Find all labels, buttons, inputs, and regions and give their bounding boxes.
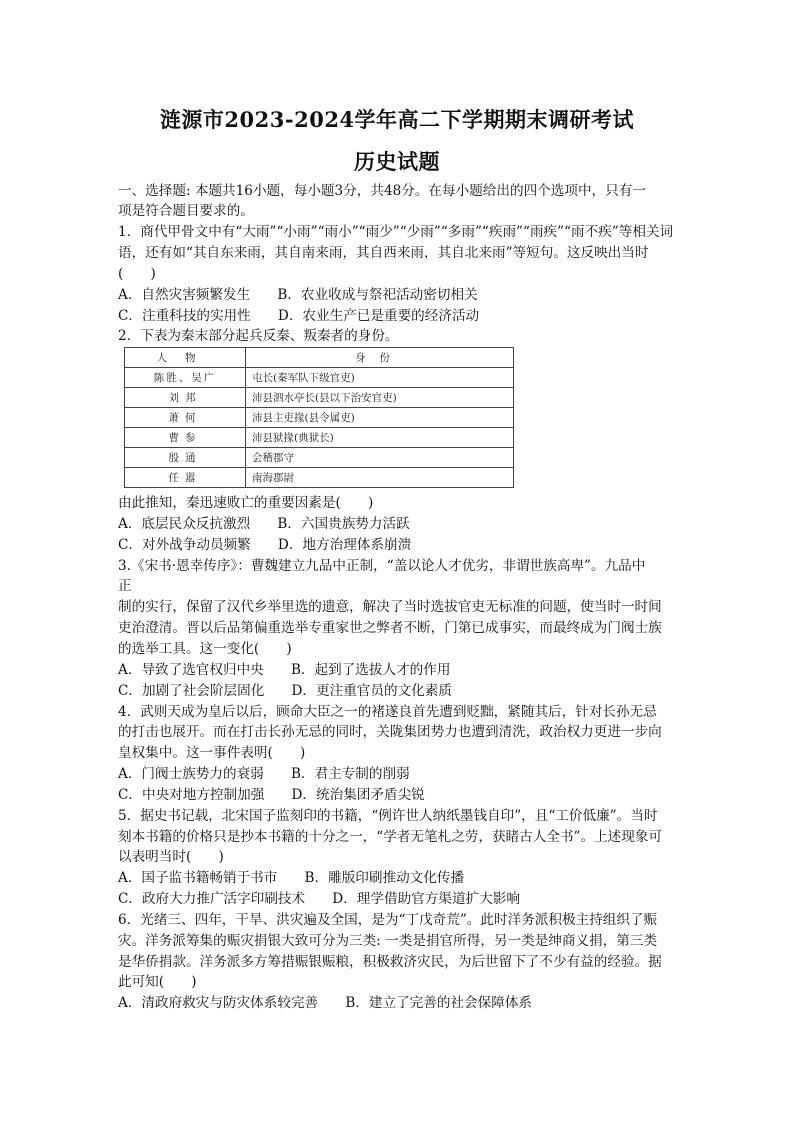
text-line: 的打击也展开。而在打击长孙无忌的同时，关陇集团势力也遭到清洗，政治权力更进一步向 (118, 724, 662, 740)
text-line: 4．武则天成为皇后以后，顾命大臣之一的褚遂良首先遭到贬黜，紧随其后，针对长孙无忌 (118, 704, 657, 720)
table-row (125, 368, 514, 388)
exam-subtitle: 历史试题 (354, 149, 440, 174)
text-line: 5．据史书记载，北宋国子监刻印的书籍，“例许世人纳纸墨钱自印”，且“工价低廉”。当时 (118, 808, 658, 824)
table-cell-identity: 沛县泗水亭长(县以下治安官吏) (246, 388, 514, 408)
table-cell-identity: 会稽郡守 (246, 448, 514, 468)
rebels-table (124, 347, 514, 488)
table-cell-person: 殷通 (125, 448, 246, 468)
text-line: 是华侨捐款。洋务派多方筹措赈银赈粮，积极救济灾民，为后世留下了不少有益的经验。据 (118, 954, 662, 970)
text-line: 灾。洋务派筹集的赈灾捐银大致可分为三类: 一类是捐官所得，另一类是绅商义捐，第三类 (118, 933, 658, 949)
text-line: 吏治澄清。晋以后品第偏重选举专重家世之弊者不断，门第已成事实，而最终成为门阀士族 (118, 620, 662, 636)
text-line: 正 (118, 578, 132, 594)
table-row (125, 428, 514, 448)
option-line: C．注重科技的实用性 D．农业生产已是重要的经济活动 (118, 308, 480, 324)
text-line: 皇权集中。这一事件表明( ) (118, 745, 306, 761)
option-line: A．自然灾害频繁发生 B．农业收成与祭祀活动密切相关 (118, 287, 478, 303)
table-header-row (125, 348, 514, 368)
table-cell-identity: 沛县狱掾(典狱长) (246, 428, 514, 448)
option-line: C．中央对地方控制加强 D．统治集团矛盾尖锐 (118, 787, 425, 803)
table-cell-identity: 沛县主吏掾(县令属吏) (246, 408, 514, 428)
text-line: 的选举工具。这一变化( ) (118, 641, 292, 657)
table-row (125, 408, 514, 428)
option-line: C．对外战争动员频繁 D．地方治理体系崩溃 (118, 537, 412, 553)
text-line: 由此推知，秦迅速败亡的重要因素是( ) (118, 495, 374, 511)
text-line: 以表明当时( ) (118, 849, 224, 865)
table-header-cell: 身份 (246, 348, 514, 368)
option-line: C．加剧了社会阶层固化 D．更注重官员的文化素质 (118, 683, 452, 699)
table-cell-identity: 南海郡尉 (246, 468, 514, 488)
table-row (125, 388, 514, 408)
text-line: ( ) (118, 266, 156, 282)
text-line: 此可知( ) (118, 974, 197, 990)
table-cell-person: 萧何 (125, 408, 246, 428)
option-line: A．清政府救灾与防灾体系较完善 B．建立了完善的社会保障体系 (118, 995, 533, 1011)
option-line: A．门阀士族势力的衰弱 B．君主专制的削弱 (118, 766, 410, 782)
table-cell-person: 曹参 (125, 428, 246, 448)
table-row (125, 468, 514, 488)
table-cell-person: 任嚣 (125, 468, 246, 488)
text-line: 项是符合题目要求的。 (118, 203, 254, 219)
text-line: 6．光绪三、四年，干旱、洪灾遍及全国，是为“丁戊奇荒”。此时洋务派积极主持组织了赈 (118, 912, 658, 928)
table-cell-identity: 屯长(秦军队下级官吏) (246, 368, 514, 388)
option-line: A．底层民众反抗激烈 B．六国贵族势力活跃 (118, 516, 410, 532)
text-line: 3.《宋书·恩幸传序》：曹魏建立九品中正制，“盖以论人才优劣，非谓世族高卑”。九品中 (118, 558, 646, 574)
option-line: A．导致了选官权归中央 B．起到了选拔人才的作用 (118, 662, 451, 678)
text-line: 刻本书籍的价格只是抄本书籍的十分之一，“学者无笔札之劳，获睹古人全书”。上述现象可 (118, 829, 663, 845)
exam-title: 涟源市2023-2024学年高二下学期期末调研考试 (159, 107, 635, 132)
text-line: 制的实行，保留了汉代乡举里选的遗意，解决了当时选拔官吏无标准的问题，使当时一时间 (118, 599, 662, 615)
option-line: A．国子监书籍畅销于书市 B．雕版印刷推动文化传播 (118, 870, 465, 886)
text-line: 1．商代甲骨文中有“大雨”“小雨”“雨小”“雨少”“少雨”“多雨”“疾雨”“雨疾”“雨不疾”等相关词 (118, 224, 674, 240)
option-line: C．政府大力推广活字印刷技术 D．理学借助官方渠道扩大影响 (118, 891, 520, 907)
text-line: 一、选择题: 本题共16小题，每小题3分，共48分。在每小题给出的四个选项中，只有一 (118, 183, 646, 199)
table-header-cell: 人物 (125, 348, 246, 368)
table-cell-person: 刘邦 (125, 388, 246, 408)
text-line: 语，还有如“其自东来雨，其自南来雨，其自西来雨，其自北来雨”等短句。这反映出当时 (118, 245, 649, 261)
table-row (125, 448, 514, 468)
table-cell-person: 陈胜、吴广 (125, 368, 246, 388)
text-line: 2．下表为秦末部分起兵反秦、叛秦者的身份。 (118, 328, 399, 344)
